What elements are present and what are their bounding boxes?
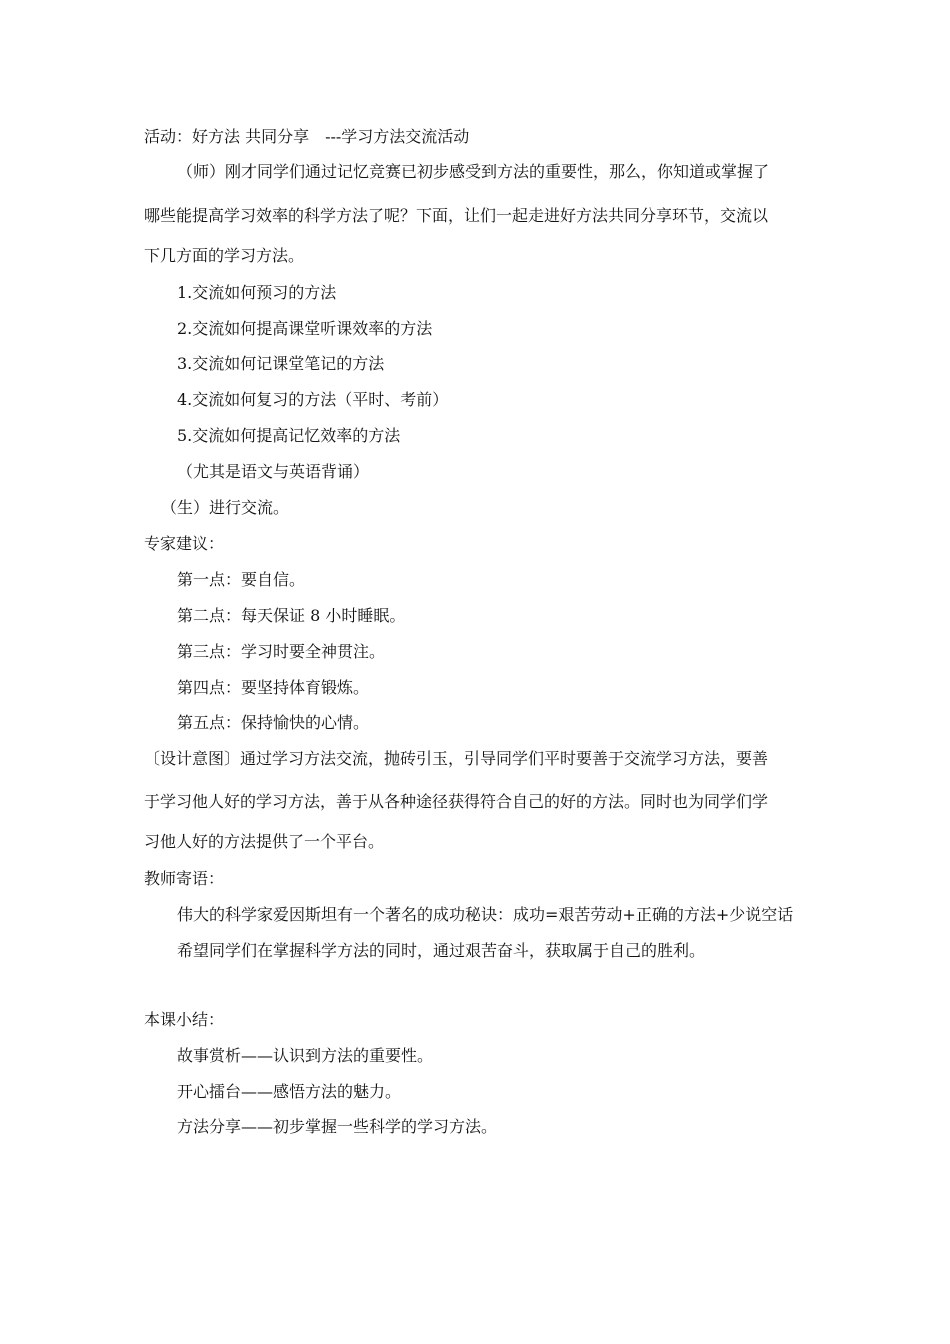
teacher-intro-line: 哪些能提高学习效率的科学方法了呢？下面，让们一起走进好方法共同分享环节，交流以 (144, 206, 769, 225)
teacher-intro-line: 下几方面的学习方法。 (144, 246, 305, 265)
methods-note: （尤其是语文与英语背诵） (177, 462, 370, 481)
student-exchange: （生）进行交流。 (161, 498, 290, 517)
summary-line: 故事赏析——认识到方法的重要性。 (177, 1046, 434, 1065)
summary-heading: 本课小结： (144, 1010, 225, 1029)
teacher-intro-line: （师）刚才同学们通过记忆竞赛已初步感受到方法的重要性，那么，你知道或掌握了 (177, 162, 770, 181)
method-item: 1.交流如何预习的方法 (177, 283, 337, 302)
expert-point: 第一点：要自信。 (177, 570, 306, 589)
activity-title: 活动：好方法 共同分享 ---学习方法交流活动 (144, 127, 470, 146)
method-item: 5.交流如何提高记忆效率的方法 (177, 426, 401, 445)
expert-point: 第二点：每天保证 8 小时睡眠。 (177, 606, 406, 625)
expert-point: 第四点：要坚持体育锻炼。 (177, 678, 370, 697)
summary-line: 方法分享——初步掌握一些科学的学习方法。 (177, 1117, 498, 1136)
expert-point: 第三点：学习时要全神贯注。 (177, 642, 386, 661)
expert-point: 第五点：保持愉快的心情。 (177, 713, 370, 732)
method-item: 4.交流如何复习的方法（平时、考前） (177, 390, 449, 409)
teacher-message-line: 伟大的科学家爱因斯坦有一个著名的成功秘诀：成功=艰苦劳动+正确的方法+少说空话 (177, 905, 794, 924)
method-item: 2.交流如何提高课堂听课效率的方法 (177, 319, 433, 338)
expert-heading: 专家建议： (144, 534, 225, 553)
design-intent-line: 〔设计意图〕通过学习方法交流，抛砖引玉，引导同学们平时要善于交流学习方法，要善 (144, 749, 769, 768)
teacher-message-heading: 教师寄语： (144, 869, 225, 888)
summary-line: 开心擂台——感悟方法的魅力。 (177, 1082, 402, 1101)
design-intent-line: 于学习他人好的学习方法，善于从各种途径获得符合自己的好的方法。同时也为同学们学 (144, 792, 769, 811)
design-intent-line: 习他人好的方法提供了一个平台。 (144, 832, 385, 851)
teacher-message-line: 希望同学们在掌握科学方法的同时，通过艰苦奋斗，获取属于自己的胜利。 (177, 941, 706, 960)
method-item: 3.交流如何记课堂笔记的方法 (177, 354, 385, 373)
